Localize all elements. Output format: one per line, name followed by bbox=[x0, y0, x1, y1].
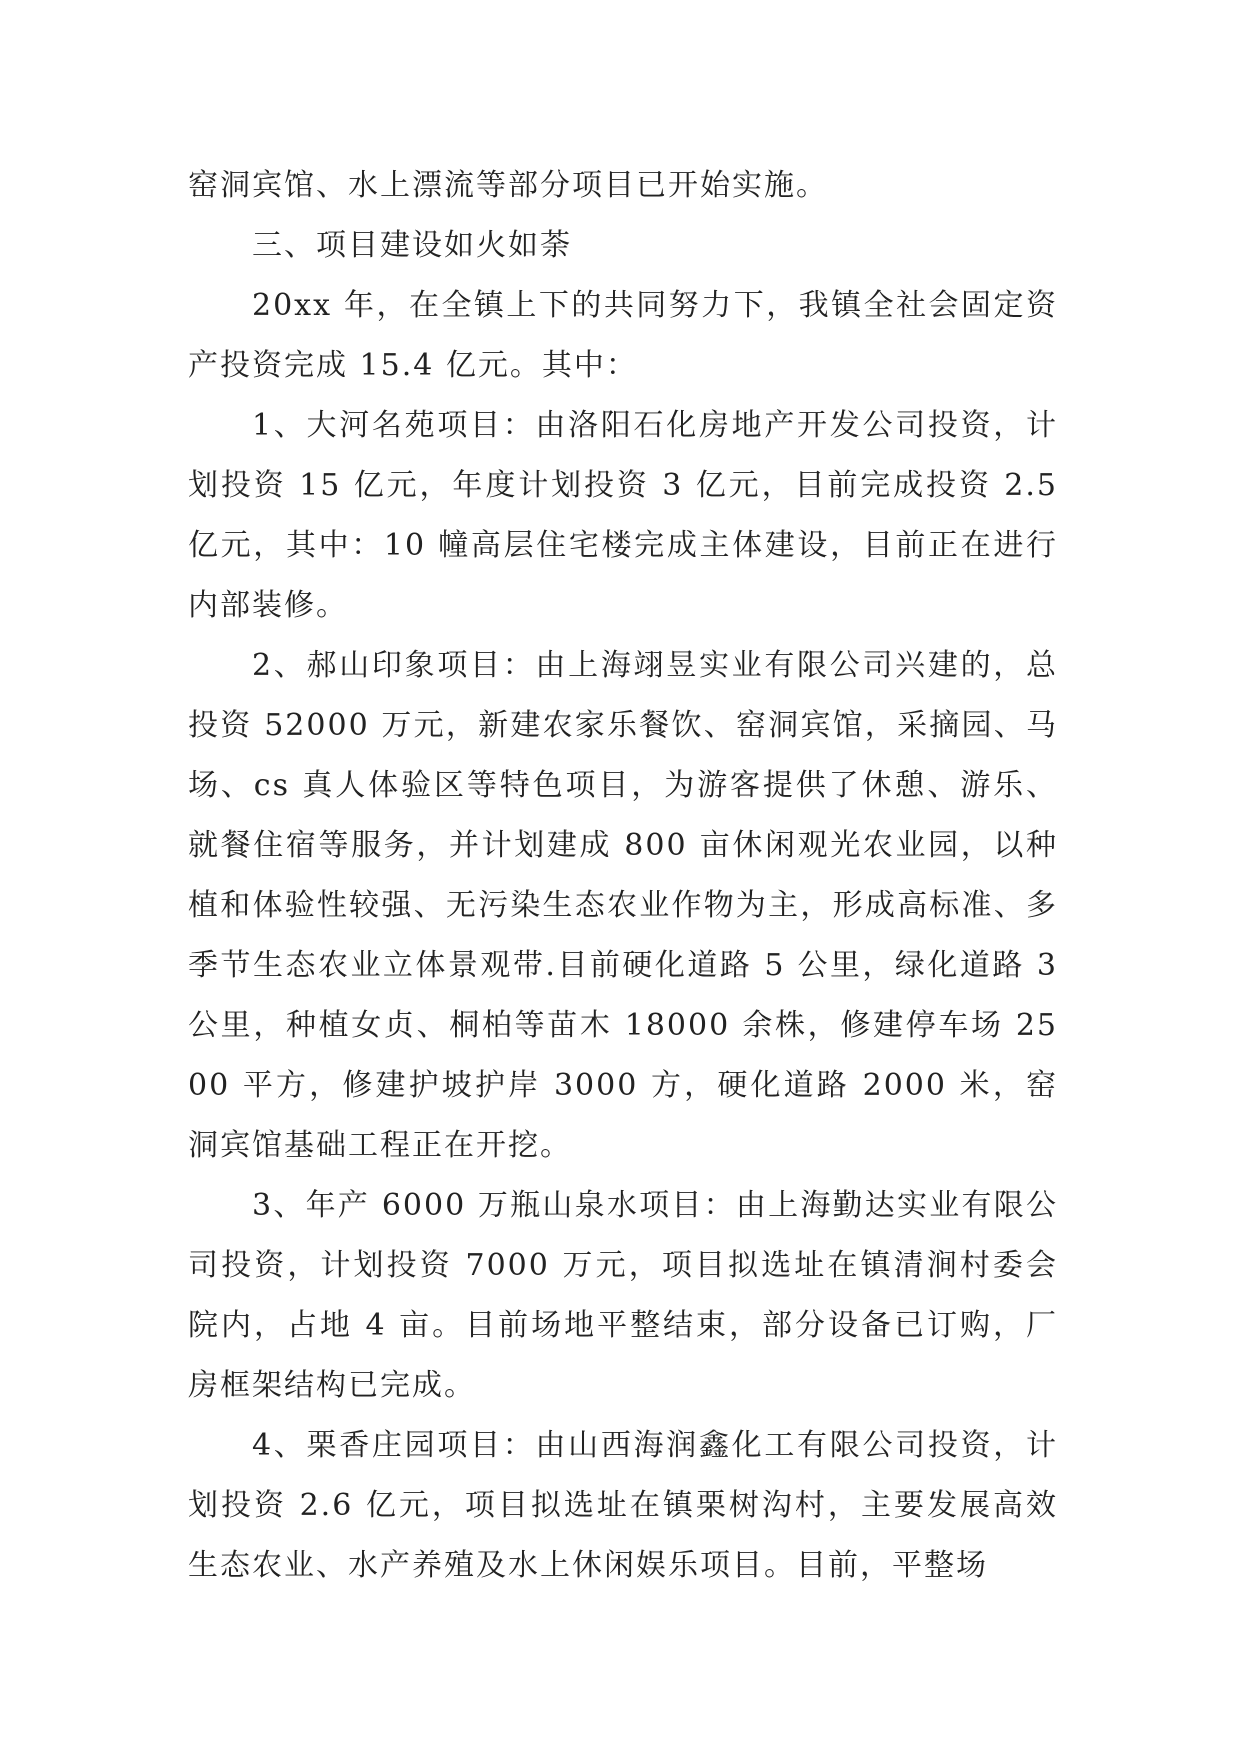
document-body bbox=[188, 156, 1058, 1596]
paragraph-project-3: 3、年产 6000 万瓶山泉水项目：由上海勤达实业有限公司投资，计划投资 7000 万元，项目拟选址在镇清涧村委会院内，占地 4 亩。目前场地平整结束，部分设备已订购，厂房框架结构已完成。 bbox=[188, 1188, 1058, 1403]
paragraph-project-1: 1、大河名苑项目：由洛阳石化房地产开发公司投资，计划投资 15 亿元，年度计划投资 3 亿元，目前完成投资 2.5 亿元，其中：10 幢高层住宅楼完成主体建设，目前正在进行内部装修。 bbox=[188, 408, 1058, 623]
paragraph-investment-summary: 20xx 年，在全镇上下的共同努力下，我镇全社会固定资产投资完成 15.4 亿元。其中： bbox=[188, 288, 1058, 383]
paragraph-project-2: 2、郝山印象项目：由上海翊昱实业有限公司兴建的，总投资 52000 万元，新建农家乐餐饮、窑洞宾馆，采摘园、马场、cs 真人体验区等特色项目，为游客提供了休憩、游乐、就餐住宿等服务，并计划建成 800 亩休闲观光农业园，以种植和体验性较强、无污染生态农业作物为主，形成高标准、多季节生态农业立体景观带.目前硬化道路 5 公里，绿化道路 3 公里，种植女贞、桐柏等苗木 18000 余株，修建停车场 2500 平方，修建护坡护岸 3000 方，硬化道路 2000 米，窑洞宾馆基础工程正在开挖。 bbox=[188, 648, 1058, 1163]
paragraph-project-4: 4、栗香庄园项目：由山西海润鑫化工有限公司投资，计划投资 2.6 亿元，项目拟选址在镇栗树沟村，主要发展高效生态农业、水产养殖及水上休闲娱乐项目。目前，平整场 bbox=[188, 1428, 1058, 1583]
paragraph-intro-continuation: 窑洞宾馆、水上漂流等部分项目已开始实施。 bbox=[188, 168, 828, 203]
section-heading-project-construction: 三、项目建设如火如荼 bbox=[252, 228, 572, 263]
